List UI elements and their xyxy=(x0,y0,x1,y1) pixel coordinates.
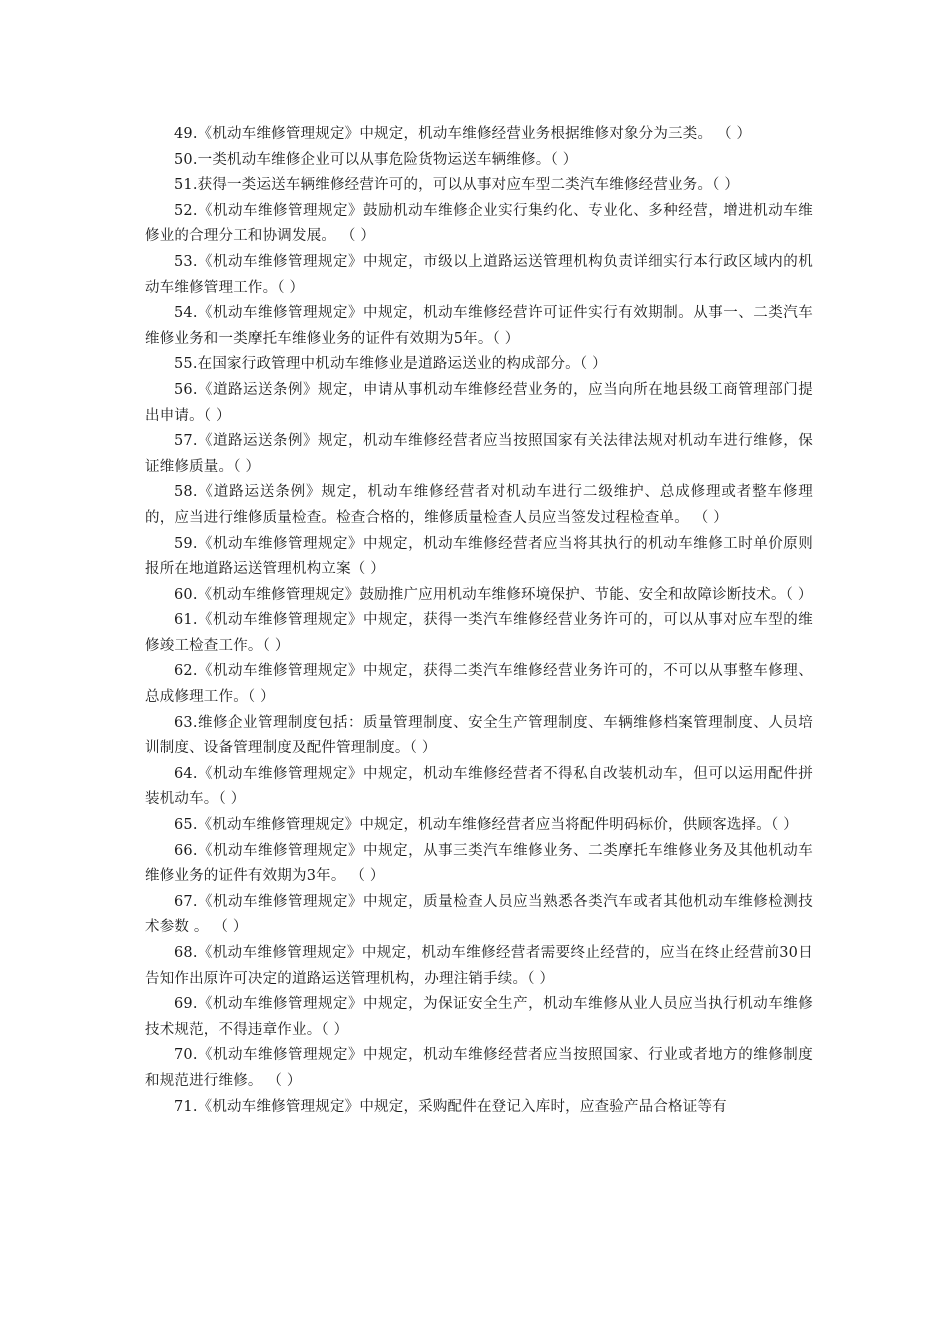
question-item: 58.《道路运送条例》规定，机动车维修经营者对机动车进行二级维护、总成修理或者整车修理的，应当进行维修质量检查。检查合格的，维修质量检查人员应当签发过程检查单。 （ ） xyxy=(145,484,813,526)
question-item: 50.一类机动车维修企业可以从事危险货物运送车辆维修。（ ） xyxy=(174,151,578,168)
question-item: 69.《机动车维修管理规定》中规定，为保证安全生产，机动车维修从业人员应当执行机动车维修技术规范，不得违章作业。（ ） xyxy=(145,996,813,1038)
question-item: 71.《机动车维修管理规定》中规定，采购配件在登记入库时，应查验产品合格证等有 xyxy=(174,1098,727,1115)
question-item: 67.《机动车维修管理规定》中规定，质量检查人员应当熟悉各类汽车或者其他机动车维修检测技术参数 。 （ ） xyxy=(145,893,813,936)
question-item: 68.《机动车维修管理规定》中规定，机动车维修经营者需要终止经营的，应当在终止经营前30日告知作出原许可决定的道路运送管理机构，办理注销手续。（ ） xyxy=(145,945,813,987)
question-item: 55.在国家行政管理中机动车维修业是道路运送业的构成部分。（ ） xyxy=(174,356,607,373)
question-item: 54.《机动车维修管理规定》中规定，机动车维修经营许可证件实行有效期制。从事一、二类汽车维修业务和一类摩托车维修业务的证件有效期为5年。（ ） xyxy=(145,305,813,347)
question-item: 52.《机动车维修管理规定》鼓励机动车维修企业实行集约化、专业化、多种经营，增进机动车维修业的合理分工和协调发展。 （ ） xyxy=(145,202,813,245)
question-item: 63.维修企业管理制度包括：质量管理制度、安全生产管理制度、车辆维修档案管理制度、人员培训制度、设备管理制度及配件管理制度。（ ） xyxy=(145,714,813,757)
question-item: 57.《道路运送条例》规定，机动车维修经营者应当按照国家有关法律法规对机动车进行维修，保证维修质量。（ ） xyxy=(145,433,813,475)
question-list xyxy=(145,122,813,1120)
question-item: 60.《机动车维修管理规定》鼓励推广应用机动车维修环境保护、节能、安全和故障诊断技术。（ ） xyxy=(174,586,813,603)
question-item: 56.《道路运送条例》规定，申请从事机动车维修经营业务的，应当向所在地县级工商管理部门提出申请。（ ） xyxy=(145,381,813,424)
question-item: 53.《机动车维修管理规定》中规定，市级以上道路运送管理机构负责详细实行本行政区域内的机动车维修管理工作。（ ） xyxy=(145,253,813,296)
question-item: 49.《机动车维修管理规定》中规定，机动车维修经营业务根据维修对象分为三类。 （ ） xyxy=(174,126,752,142)
question-item: 66.《机动车维修管理规定》中规定，从事三类汽车维修业务、二类摩托车维修业务及其他机动车维修业务的证件有效期为3年。 （ ） xyxy=(145,842,813,885)
question-item: 64.《机动车维修管理规定》中规定，机动车维修经营者不得私自改装机动车，但可以运用配件拼装机动车。（ ） xyxy=(145,765,813,808)
question-item: 51.获得一类运送车辆维修经营许可的，可以从事对应车型二类汽车维修经营业务。（ ） xyxy=(174,177,740,194)
question-item: 70.《机动车维修管理规定》中规定，机动车维修经营者应当按照国家、行业或者地方的维修制度和规范进行维修。 （ ） xyxy=(145,1047,813,1089)
question-item: 62.《机动车维修管理规定》中规定，获得二类汽车维修经营业务许可的，不可以从事整车修理、总成修理工作。（ ） xyxy=(145,663,813,706)
question-item: 59.《机动车维修管理规定》中规定，机动车维修经营者应当将其执行的机动车维修工时单价原则报所在地道路运送管理机构立案（ ） xyxy=(145,535,813,578)
question-item: 61.《机动车维修管理规定》中规定，获得一类汽车维修经营业务许可的，可以从事对应车型的维修竣工检查工作。（ ） xyxy=(145,612,813,654)
question-item: 65.《机动车维修管理规定》中规定，机动车维修经营者应当将配件明码标价，供顾客选择。（ ） xyxy=(174,817,798,834)
